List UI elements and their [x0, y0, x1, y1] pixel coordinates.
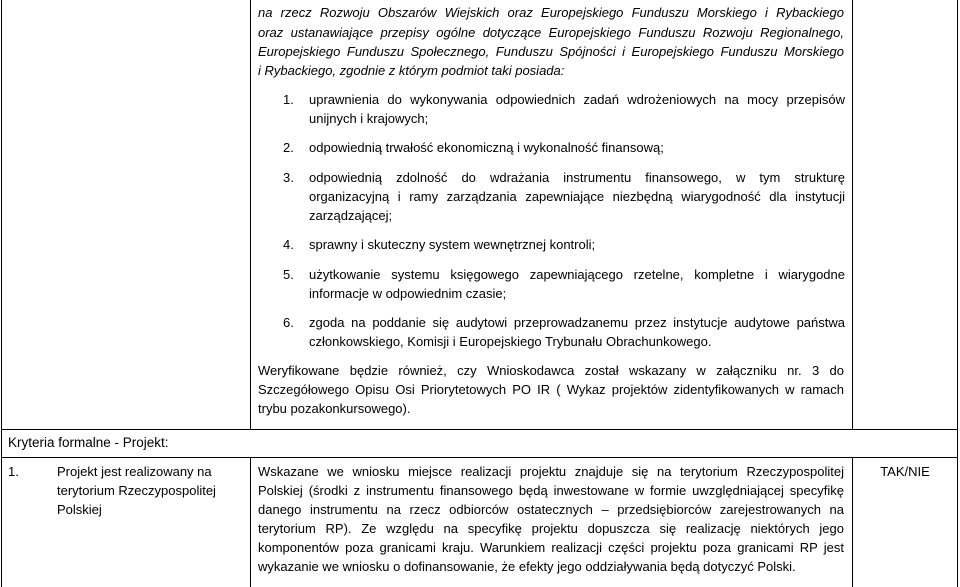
- criterion-number: 1.: [8, 464, 19, 479]
- list-item-line: zgoda na poddanie się audytowi przeprowadzanemu przez instytucje audytowe państwa: [309, 315, 845, 330]
- criterion-name-line: Projekt jest realizowany na: [57, 464, 212, 479]
- list-item-number: 5.: [283, 267, 294, 282]
- list-item-number: 3.: [283, 170, 294, 185]
- list-item-line: uprawnienia do wykonywania odpowiednich zadań wdrożeniowych na mocy przepisów: [309, 92, 845, 107]
- list-item-number: 4.: [283, 237, 294, 252]
- section-header: Kryteria formalne - Projekt:: [8, 435, 169, 450]
- list-item-number: 2.: [283, 140, 294, 155]
- table-rule-header-bottom: [1, 457, 958, 458]
- table-border-col1-lower: [250, 457, 251, 587]
- criterion-desc-line: terytorium RP). Ze względu na specyfikę projektu dopuszcza się realizację niektórych jego: [258, 521, 844, 536]
- criterion-name-line: Polskiej: [57, 502, 102, 517]
- criterion-desc-line: danego instrumentu na rzecz odbiorców ostatecznych – przedsiębiorców zarejestrowanych na: [258, 502, 844, 517]
- criterion-name-line: terytorium Rzeczypospolitej: [57, 483, 216, 498]
- intro-line: na rzecz Rozwoju Obszarów Wiejskich oraz Europejskiego Funduszu Morskiego i Rybackiego: [258, 5, 844, 20]
- table-border-col3: [852, 0, 853, 429]
- table-border-left-outer: [1, 0, 2, 587]
- intro-line: Europejskiego Funduszu Społecznego, Funduszu Spójności i Europejskiego Funduszu Morskiego: [258, 44, 844, 59]
- list-item-line: odpowiednią trwałość ekonomiczną i wykonalność finansową;: [309, 140, 664, 155]
- table-border-col1: [250, 0, 251, 429]
- list-item-line: informacje w odpowiednim czasie;: [309, 286, 507, 301]
- list-item-line: unijnych i krajowych;: [309, 111, 429, 126]
- list-item-number: 1.: [283, 92, 294, 107]
- paragraph-line: trybu pozakonkursowego).: [258, 401, 411, 416]
- list-item-line: zarządzającej;: [309, 208, 393, 223]
- criterion-assessment: TAK/NIE: [880, 464, 930, 479]
- intro-line: oraz ustanawiające przepisy ogólne dotyczące Europejskiego Funduszu Rozwoju Regionalnego,: [258, 25, 844, 40]
- paragraph-line: Weryfikowane będzie również, czy Wnioskodawca został wskazany w załączniku nr. 3 do: [258, 363, 844, 378]
- intro-line: i Rybackiego, zgodnie z którym podmiot taki posiada:: [258, 63, 565, 78]
- criterion-desc-line: komponentów poza granicami kraju. Warunkiem realizacji części projektu poza granicami RP jest: [258, 540, 844, 555]
- criterion-desc-line: wykazanie we wniosku o dofinansowanie, że efekty jego oddziaływania będą dotyczyć Polski.: [258, 559, 796, 574]
- list-item-line: sprawny i skuteczny system wewnętrznej kontroli;: [309, 237, 596, 252]
- criterion-desc-line: Wskazane we wniosku miejsce realizacji projektu znajduje się na terytorium Rzeczypospolitej: [258, 464, 844, 479]
- list-item-line: organizacyjną i ramy zarządzania zapewniające niezbędną wiarygodność dla instytucji: [309, 189, 845, 204]
- criterion-desc-line: Polskiej (środki z instrumentu finansowego będą inwestowane w formie uwzględniającej specyfikę: [258, 483, 844, 498]
- list-item-number: 6.: [283, 315, 294, 330]
- table-rule-header-top: [1, 429, 958, 430]
- paragraph-line: Szczegółowego Opisu Osi Priorytetowych PO IR ( Wykaz projektów zidentyfikowanych w ramach: [258, 382, 844, 397]
- list-item-line: użytkowanie systemu księgowego zapewniającego rzetelne, kompletne i wiarygodne: [309, 267, 845, 282]
- table-border-right: [957, 0, 958, 587]
- list-item-line: odpowiednią zdolność do wdrażania instrumentu finansowego, w tym strukturę: [309, 170, 845, 185]
- list-item-line: członkowskiego, Komisji i Europejskiego Trybunału Obrachunkowego.: [309, 334, 712, 349]
